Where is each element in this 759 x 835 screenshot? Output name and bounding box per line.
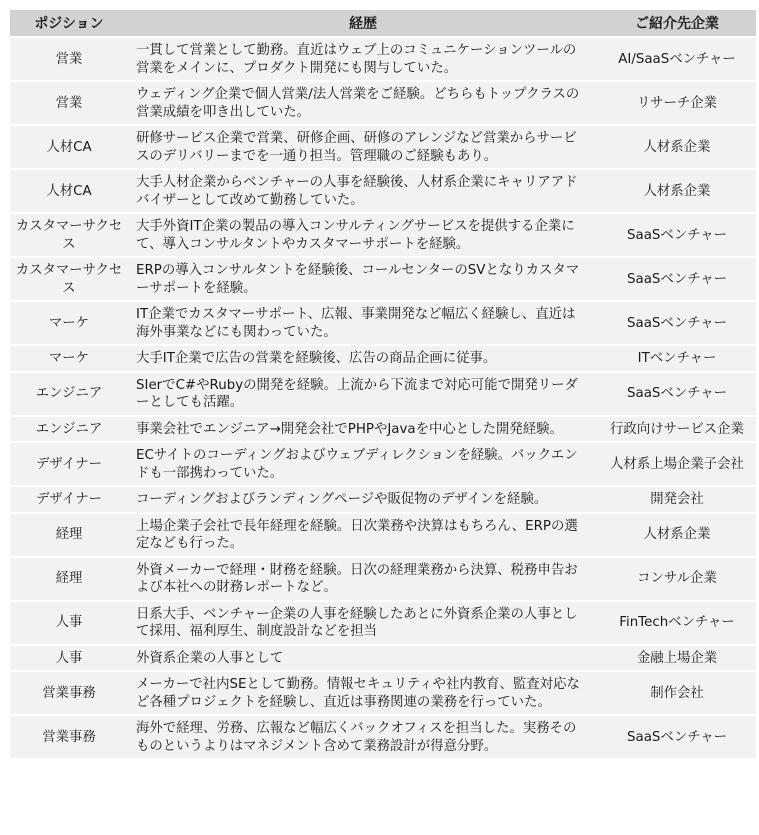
cell-career: ERPの導入コンサルタントを経験後、コールセンターのSVとなりカスタマーサポートを経験。 <box>128 258 598 300</box>
cell-company: 制作会社 <box>598 672 756 714</box>
cell-company: SaaSベンチャー <box>598 716 756 758</box>
cell-position: カスタマーサクセス <box>10 214 128 256</box>
cell-career: 事業会社でエンジニア→開発会社でPHPやJavaを中心とした開発経験。 <box>128 417 598 442</box>
cell-position: 経理 <box>10 514 128 556</box>
table-row <box>10 443 756 485</box>
cell-position: 人材CA <box>10 170 128 212</box>
table-row <box>10 302 756 344</box>
table-row <box>10 214 756 256</box>
table-row <box>10 514 756 556</box>
cell-career: 大手IT企業で広告の営業を経験後、広告の商品企画に従事。 <box>128 346 598 371</box>
cell-career: ウェディング企業で個人営業/法人営業をご経験。どちらもトップクラスの営業成績を叩き出していた。 <box>128 82 598 124</box>
cell-position: 営業事務 <box>10 672 128 714</box>
cell-career: SIerでC#やRubyの開発を経験。上流から下流まで対応可能で開発リーダーとしても活躍。 <box>128 373 598 415</box>
cell-career: 一貫して営業として勤務。直近はウェブ上のコミュニケーションツールの営業をメインに、プロダクト開発にも関与していた。 <box>128 38 598 80</box>
cell-position: 人事 <box>10 646 128 671</box>
table-row <box>10 672 756 714</box>
cell-company: SaaSベンチャー <box>598 373 756 415</box>
cell-position: 営業 <box>10 38 128 80</box>
cell-career: 日系大手、ベンチャー企業の人事を経験したあとに外資系企業の人事として採用、福利厚生、制度設計などを担当 <box>128 602 598 644</box>
cell-company: 金融上場企業 <box>598 646 756 671</box>
cell-position: エンジニア <box>10 373 128 415</box>
cell-career: IT企業でカスタマーサポート、広報、事業開発など幅広く経験し、直近は海外事業などにも関わっていた。 <box>128 302 598 344</box>
candidate-table <box>10 8 756 760</box>
cell-company: 人材系企業 <box>598 170 756 212</box>
table-row <box>10 170 756 212</box>
cell-position: デザイナー <box>10 487 128 512</box>
cell-career: メーカーで社内SEとして勤務。情報セキュリティや社内教育、監査対応など各種プロジェクトを経験し、直近は事務関連の業務を行っていた。 <box>128 672 598 714</box>
cell-career: 大手外資IT企業の製品の導入コンサルティングサービスを提供する企業にて、導入コンサルタントやカスタマーサポートを経験。 <box>128 214 598 256</box>
cell-career: 研修サービス企業で営業、研修企画、研修のアレンジなど営業からサービスのデリバリーまでを一通り担当。管理職のご経験もあり。 <box>128 126 598 168</box>
cell-company: 行政向けサービス企業 <box>598 417 756 442</box>
cell-company: コンサル企業 <box>598 558 756 600</box>
cell-company: AI/SaaSベンチャー <box>598 38 756 80</box>
cell-company: ITベンチャー <box>598 346 756 371</box>
cell-career: 外資系企業の人事として <box>128 646 598 671</box>
cell-company: FinTechベンチャー <box>598 602 756 644</box>
table-header-row <box>10 10 756 36</box>
cell-position: 営業 <box>10 82 128 124</box>
cell-company: 人材系上場企業子会社 <box>598 443 756 485</box>
cell-position: マーケ <box>10 346 128 371</box>
cell-company: 開発会社 <box>598 487 756 512</box>
cell-position: 経理 <box>10 558 128 600</box>
table-row <box>10 373 756 415</box>
cell-company: 人材系企業 <box>598 126 756 168</box>
cell-position: 営業事務 <box>10 716 128 758</box>
header-career: 経歴 <box>128 10 598 36</box>
cell-career: ECサイトのコーディングおよびウェブディレクションを経験。バックエンドも一部携わっていた。 <box>128 443 598 485</box>
table-row <box>10 417 756 442</box>
cell-company: SaaSベンチャー <box>598 258 756 300</box>
table-row <box>10 38 756 80</box>
table-row <box>10 602 756 644</box>
cell-position: マーケ <box>10 302 128 344</box>
header-company: ご紹介先企業 <box>598 10 756 36</box>
cell-company: 人材系企業 <box>598 514 756 556</box>
cell-position: 人材CA <box>10 126 128 168</box>
cell-company: SaaSベンチャー <box>598 302 756 344</box>
table-row <box>10 716 756 758</box>
cell-career: 大手人材企業からベンチャーの人事を経験後、人材系企業にキャリアアドバイザーとして改めて勤務していた。 <box>128 170 598 212</box>
cell-position: カスタマーサクセス <box>10 258 128 300</box>
table-row <box>10 82 756 124</box>
cell-position: 人事 <box>10 602 128 644</box>
table-row <box>10 126 756 168</box>
cell-company: リサーチ企業 <box>598 82 756 124</box>
cell-position: エンジニア <box>10 417 128 442</box>
table-row <box>10 558 756 600</box>
cell-career: 外資メーカーで経理・財務を経験。日次の経理業務から決算、税務申告および本社への財務レポートなど。 <box>128 558 598 600</box>
table-row <box>10 487 756 512</box>
header-position: ポジション <box>10 10 128 36</box>
cell-career: コーディングおよびランディングページや販促物のデザインを経験。 <box>128 487 598 512</box>
table-body <box>10 38 756 758</box>
cell-career: 上場企業子会社で長年経理を経験。日次業務や決算はもちろん、ERPの選定なども行った。 <box>128 514 598 556</box>
cell-career: 海外で経理、労務、広報など幅広くバックオフィスを担当した。実務そのものというよりはマネジメント含めて業務設計が得意分野。 <box>128 716 598 758</box>
table-row <box>10 346 756 371</box>
table-row <box>10 646 756 671</box>
cell-position: デザイナー <box>10 443 128 485</box>
cell-company: SaaSベンチャー <box>598 214 756 256</box>
table-row <box>10 258 756 300</box>
